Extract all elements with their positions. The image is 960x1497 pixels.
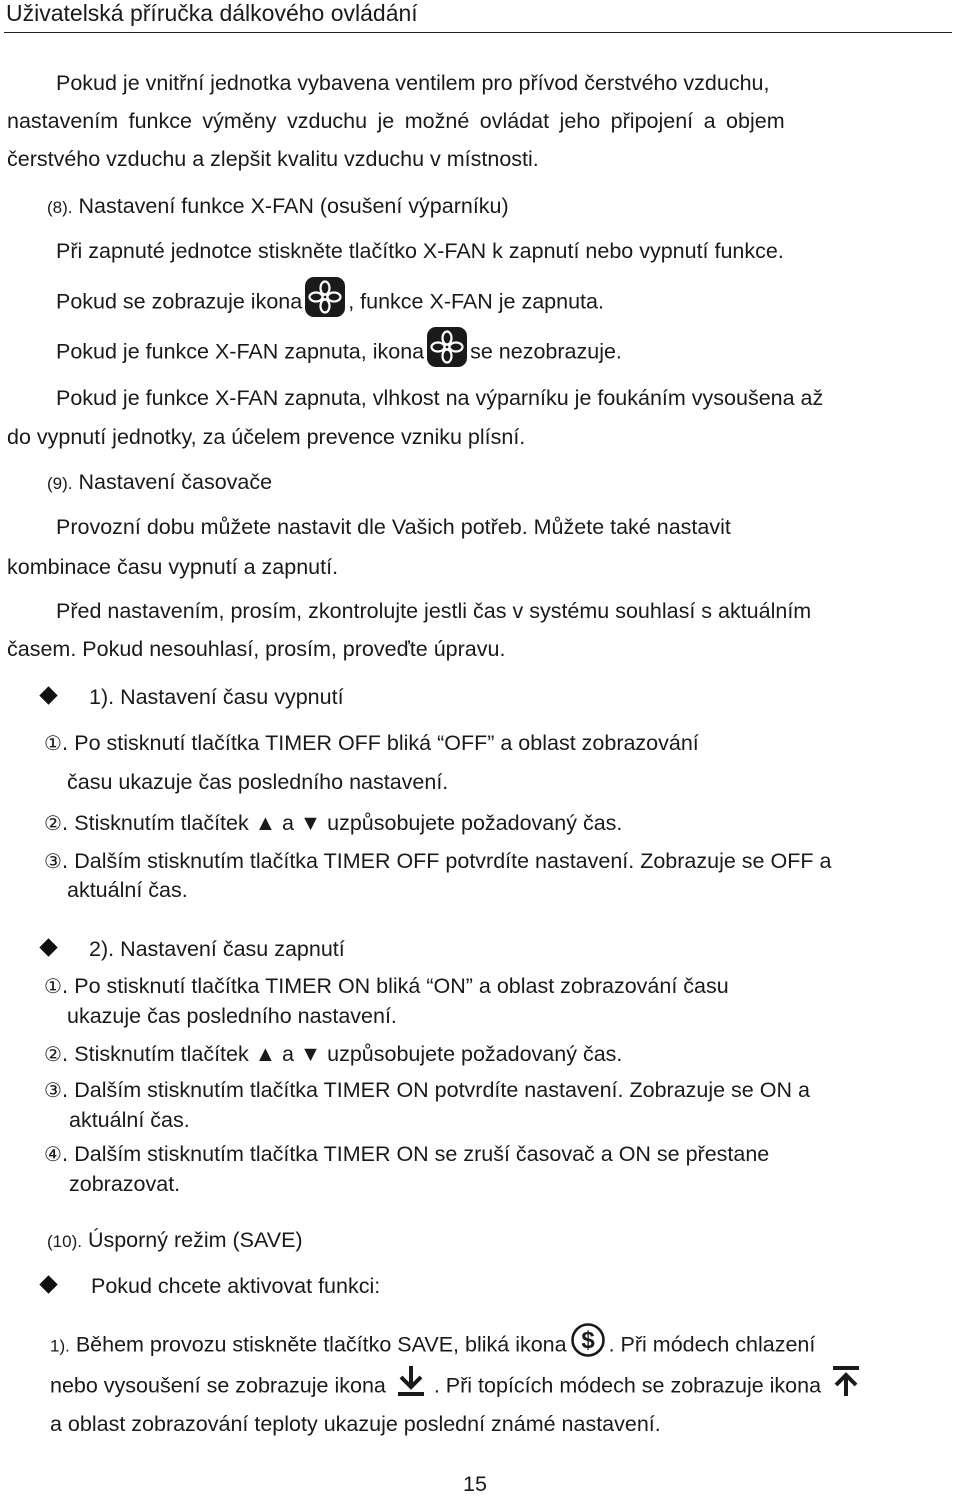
section-9-para-1b: kombinace času vypnutí a zapnutí. [7, 555, 339, 579]
timer-on-title: 2). Nastavení času zapnutí [89, 937, 345, 961]
timer-on-step-4 [44, 1142, 769, 1167]
timer-on-step-3b: aktuální čas. [69, 1108, 190, 1132]
timer-off-step-1 [44, 731, 699, 756]
section-9-number: (9). [47, 474, 73, 493]
timer-on-step-1 [44, 974, 729, 999]
timer-off-step-1a: Po stisknutí tlačítka TIMER OFF bliká “OFF” a oblast zobrazování [74, 731, 699, 755]
intro-line-3: čerstvého vzduchu a zlepšit kvalitu vzduchu v místnosti. [7, 147, 539, 171]
section-10-title: Úsporný režim (SAVE) [87, 1228, 303, 1252]
step-marker: ④. [44, 1142, 69, 1166]
header-rule [4, 32, 952, 33]
section-8-para-2b: , funkce X-FAN je zapnuta. [348, 289, 604, 314]
step-marker: ③. [44, 1078, 69, 1102]
diamond-bullet-icon [39, 1275, 57, 1293]
section-10-number: (10). [47, 1232, 82, 1251]
timer-on-step-2-text: Stisknutím tlačítek ▲ a ▼ uzpůsobujete požadovaný čas. [74, 1042, 623, 1066]
timer-off-step-2-text: Stisknutím tlačítek ▲ a ▼ uzpůsobujete požadovaný čas. [74, 811, 623, 835]
section-10-bullet [42, 1274, 380, 1299]
section-9-title: Nastavení časovače [78, 470, 273, 494]
section-10-para-1 [50, 1328, 815, 1364]
timer-on-step-1b: ukazuje čas posledního nastavení. [67, 1004, 397, 1028]
timer-off-title: 1). Nastavení času vypnutí [89, 685, 344, 709]
section-10-para-1-number: 1). [50, 1336, 70, 1356]
timer-on-step-3a: Dalším stisknutím tlačítka TIMER ON potvrdíte nastavení. Zobrazuje se ON a [74, 1078, 810, 1102]
step-marker: ①. [44, 974, 69, 998]
timer-on-step-1a: Po stisknutí tlačítka TIMER ON bliká “ON” a oblast zobrazování času [74, 974, 729, 998]
section-9-heading [47, 470, 272, 495]
section-10-para-2 [50, 1370, 864, 1404]
section-8-para-3 [56, 333, 622, 373]
timer-off-step-2 [44, 811, 622, 836]
page-number: 15 [463, 1472, 487, 1496]
section-9-para-2a: Před nastavením, prosím, zkontrolujte jestli čas v systému souhlasí s aktuálním [56, 599, 812, 623]
timer-on-step-4a: Dalším stisknutím tlačítka TIMER ON se zruší časovač a ON se přestane [74, 1142, 770, 1166]
step-marker: ①. [44, 731, 69, 755]
timer-off-step-3a: Dalším stisknutím tlačítka TIMER OFF potvrdíte nastavení. Zobrazuje se OFF a [74, 849, 832, 873]
timer-on-step-2 [44, 1042, 622, 1067]
timer-on-step-3 [44, 1078, 810, 1103]
section-8-para-3b: se nezobrazuje. [470, 339, 622, 364]
fan-icon [305, 277, 345, 323]
section-9-para-2b: časem. Pokud nesouhlasí, prosím, proveďte úpravu. [7, 637, 506, 661]
section-10-para-1a: Během provozu stiskněte tlačítko SAVE, bliká ikona [75, 1332, 567, 1357]
timer-off-step-3b: aktuální čas. [67, 878, 188, 902]
diamond-bullet-icon [39, 938, 57, 956]
step-marker: ②. [44, 1042, 69, 1066]
section-8-para-4a: Pokud je funkce X-FAN zapnuta, vlhkost na výparníku je foukáním vysoušena až [56, 386, 824, 410]
svg-text:$: $ [580, 1327, 595, 1354]
timer-off-heading [42, 685, 344, 710]
timer-on-step-4b: zobrazovat. [69, 1172, 181, 1196]
down-arrow-icon [396, 1364, 426, 1404]
timer-off-step-1b: času ukazuje čas posledního nastavení. [67, 770, 449, 794]
timer-on-heading [42, 937, 345, 962]
section-8-number: (8). [47, 198, 73, 217]
fan-icon [427, 327, 467, 373]
intro-line-1: Pokud je vnitřní jednotka vybavena ventilem pro přívod čerstvého vzduchu, [56, 71, 770, 95]
section-10-para-3: a oblast zobrazování teploty ukazuje poslední známé nastavení. [50, 1412, 661, 1436]
section-8-heading [47, 194, 509, 219]
intro-line-2: nastavením funkce výměny vzduchu je možné ovládat jeho připojení a objem [7, 109, 785, 133]
section-8-para-3a: Pokud je funkce X-FAN zapnuta, ikona [56, 339, 425, 364]
section-8-para-1: Při zapnuté jednotce stiskněte tlačítko X-FAN k zapnutí nebo vypnutí funkce. [56, 239, 784, 263]
step-marker: ③. [44, 849, 69, 873]
section-9-para-1a: Provozní dobu můžete nastavit dle Vašich potřeb. Můžete také nastavit [56, 515, 731, 539]
section-10-para-1b: . Při módech chlazení [608, 1332, 816, 1357]
section-8-para-2a: Pokud se zobrazuje ikona [56, 289, 303, 314]
section-8-para-2 [56, 283, 604, 323]
step-marker: ②. [44, 811, 69, 835]
section-10-para-2a: nebo vysoušení se zobrazuje ikona [50, 1373, 386, 1398]
section-10-para-2b: . Při topících módech se zobrazuje ikona [433, 1373, 822, 1398]
section-10-heading [47, 1228, 303, 1253]
section-8-para-4b: do vypnutí jednotky, za účelem prevence vzniku plísní. [7, 425, 526, 449]
section-10-bullet-text: Pokud chcete aktivovat funkci: [91, 1274, 381, 1298]
diamond-bullet-icon [39, 686, 57, 704]
timer-off-step-3 [44, 849, 831, 874]
up-arrow-icon [831, 1364, 861, 1404]
section-8-title: Nastavení funkce X-FAN (osušení výparníku) [78, 194, 509, 218]
dollar-save-icon [570, 1322, 606, 1364]
page-header-title: Uživatelská příručka dálkového ovládání [6, 0, 418, 26]
